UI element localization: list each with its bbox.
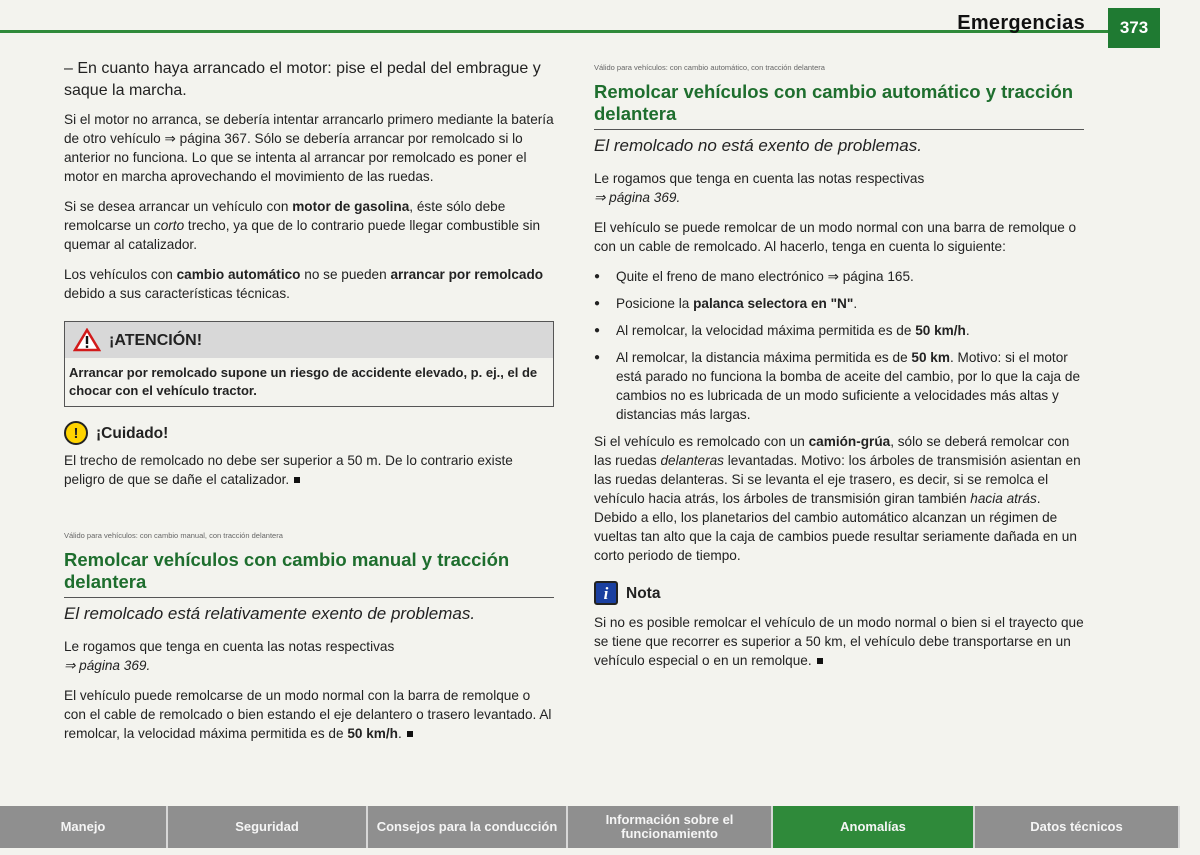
- paragraph: Si el vehículo es remolcado con un camión-grúa, sólo se deberá remolcar con las ruedas delanteras levantadas. Motivo: los árboles de transmisión asientan en las ruedas delanteras. Si se levanta el eje trasero, es decir, si se remolca el vehículo hacia atrás, los árboles de transmisión giran también hacia atrás. Debido a ello, los planetarios del cambio automático alcanzan un régimen de vueltas tan alto que la caja de cambios puede resultar seriamente dañada en un corto periodo de tiempo.: [594, 434, 1081, 563]
- validity-note: Válido para vehículos: con cambio manual, con tracción delantera: [64, 531, 283, 540]
- paragraph: El vehículo puede remolcarse de un modo normal con la barra de remolque o con el cable de remolcado o bien estando el eje delantero o trasero levantado. Al remolcar, la velocidad máxima permitida es de 50 km/h.: [64, 688, 552, 741]
- tab-anomalias[interactable]: Anomalías: [773, 806, 975, 848]
- info-icon: i: [594, 581, 618, 605]
- end-mark: [407, 731, 413, 737]
- page-number: 373: [1108, 8, 1160, 48]
- tab-informacion-funcionamiento[interactable]: Información sobre el funcionamiento: [568, 806, 773, 848]
- warning-header: [65, 322, 553, 358]
- end-mark: [294, 477, 300, 483]
- validity-note: Válido para vehículos: con cambio automático, con tracción delantera: [594, 63, 825, 72]
- warning-box: [64, 321, 554, 407]
- end-mark: [817, 658, 823, 664]
- header-rule: [0, 30, 1120, 33]
- section-subtitle: El remolcado no está exento de problemas.: [594, 136, 922, 155]
- tab-seguridad[interactable]: Seguridad: [168, 806, 368, 848]
- caution-circle-icon: !: [64, 421, 88, 445]
- paragraph: Le rogamos que tenga en cuenta las notas respectivas ⇒ página 369.: [64, 639, 395, 673]
- step-instruction: – En cuanto haya arrancado el motor: pise el pedal del embrague y saque la marcha.: [64, 60, 541, 99]
- right-column: [594, 58, 1084, 681]
- list-item: ● Quite el freno de mano electrónico ⇒ página 165.: [594, 267, 1084, 286]
- warning-text: Arrancar por remolcado supone un riesgo de accidente elevado, p. ej., el de chocar con el vehículo tractor.: [69, 365, 538, 398]
- section-title: Remolcar vehículos con cambio manual y tracción delantera: [64, 549, 554, 598]
- warning-title: ¡ATENCIÓN!: [109, 331, 203, 349]
- tab-datos-tecnicos[interactable]: Datos técnicos: [975, 806, 1180, 848]
- note-text: Si no es posible remolcar el vehículo de un modo normal o bien si el trayecto que se tiene que recorrer es superior a 50 km, el vehículo debe transportarse en un vehículo especial o en un remolque.: [594, 615, 1084, 668]
- paragraph: Los vehículos con cambio automático no se pueden arrancar por remolcado debido a sus características técnicas.: [64, 267, 544, 301]
- list-item: ● Al remolcar, la distancia máxima permitida es de 50 km. Motivo: si el motor está parado no funciona la bomba de aceite del cambio, por lo que la caja de cambios no es lubricada de un modo suficiente a velocidades más altas y distancias más largas.: [594, 348, 1084, 424]
- list-item: ● Al remolcar, la velocidad máxima permitida es de 50 km/h.: [594, 321, 1084, 340]
- section-title: Remolcar vehículos con cambio automático y tracción delantera: [594, 81, 1084, 130]
- paragraph: Si se desea arrancar un vehículo con motor de gasolina, éste sólo debe remolcarse un corto trecho, ya que de lo contrario puede llegar combustible sin quemar al catalizador.: [64, 199, 541, 252]
- note-header: [594, 581, 1084, 605]
- left-column: [64, 58, 554, 754]
- warning-triangle-icon: [73, 328, 101, 352]
- tab-consejos-conduccion[interactable]: Consejos para la conducción: [368, 806, 568, 848]
- paragraph: Si el motor no arranca, se debería intentar arrancarlo primero mediante la batería de otro vehículo ⇒ página 367. Sólo se debería arrancar por remolcado si lo anterior no funciona. Lo que se intenta al arrancar por remolcado es poner el motor en marcha aprovechando el movimiento de las ruedas.: [64, 112, 554, 184]
- chapter-tabs: [0, 806, 1180, 848]
- list-item: ● Posicione la palanca selectora en "N".: [594, 294, 1084, 313]
- section-subtitle: El remolcado está relativamente exento de problemas.: [64, 604, 476, 623]
- page-reference-link[interactable]: ⇒ página 369.: [64, 658, 151, 673]
- page-reference-link[interactable]: ⇒ página 369.: [594, 190, 681, 205]
- caution-header: [64, 421, 554, 445]
- note-title: Nota: [626, 584, 661, 602]
- paragraph: El vehículo se puede remolcar de un modo normal con una barra de remolque o con un cable de remolcado. Al hacerlo, tenga en cuenta lo siguiente:: [594, 220, 1077, 254]
- instruction-list: [594, 267, 1084, 424]
- caution-title: ¡Cuidado!: [96, 424, 169, 442]
- tab-manejo[interactable]: Manejo: [0, 806, 168, 848]
- paragraph: Le rogamos que tenga en cuenta las notas respectivas ⇒ página 369.: [594, 171, 925, 205]
- caution-text: El trecho de remolcado no debe ser superior a 50 m. De lo contrario existe peligro de que se dañe el catalizador.: [64, 453, 513, 487]
- chapter-title: Emergencias: [957, 12, 1085, 34]
